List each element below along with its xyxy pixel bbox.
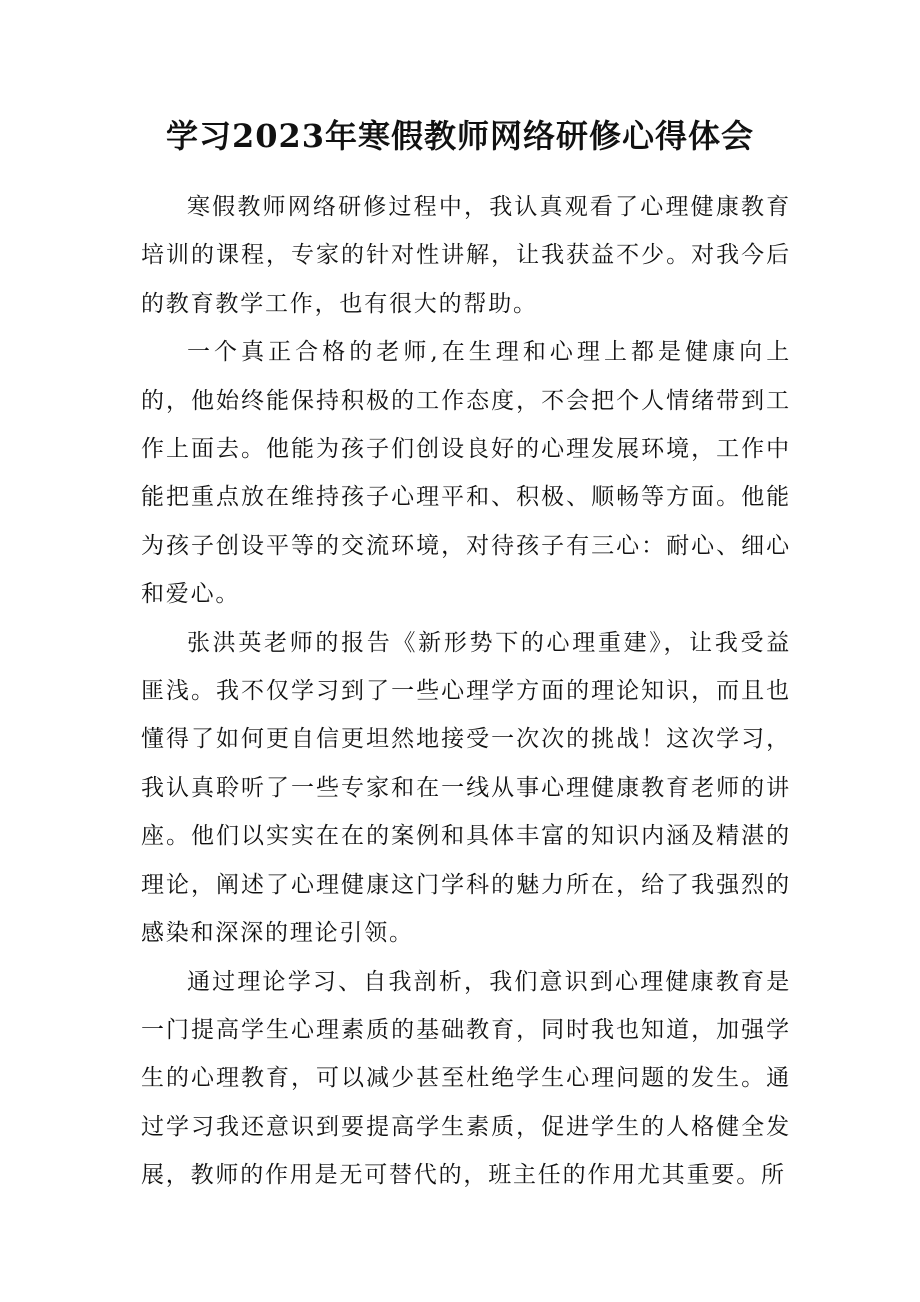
paragraph-4: 通过理论学习、自我剖析，我们意识到心理健康教育是一门提高学生心理素质的基础教育，同时我也知道，加强学生的心理教育，可以减少甚至杜绝学生心理问题的发生。通过学习我还意识到要提高学生素质，促进学生的人格健全发展，教师的作用是无可替代的，班主任的作用尤其重要。所 (141, 968, 791, 1189)
document-body (141, 183, 791, 1200)
document-title: 学习2023年寒假教师网络研修心得体会 (165, 117, 755, 155)
paragraph-2: 一个真正合格的老师,在生理和心理上都是健康向上的，他始终能保持积极的工作态度，不会把个人情绪带到工作上面去。他能为孩子们创设良好的心理发展环境，工作中能把重点放在维持孩子心理平和、积极、顺畅等方面。他能为孩子创设平等的交流环境，对待孩子有三心：耐心、细心和爱心。 (141, 339, 791, 608)
paragraph-3: 张洪英老师的报告《新形势下的心理重建》，让我受益匪浅。我不仅学习到了一些心理学方面的理论知识，而且也懂得了如何更自信更坦然地接受一次次的挑战！这次学习，我认真聆听了一些专家和在一线从事心理健康教育老师的讲座。他们以实实在在的案例和具体丰富的知识内涵及精湛的理论，阐述了心理健康这门学科的魅力所在，给了我强烈的感染和深深的理论引领。 (141, 629, 791, 947)
paragraph-1: 寒假教师网络研修过程中，我认真观看了心理健康教育培训的课程，专家的针对性讲解，让我获益不少。对我今后的教育教学工作，也有很大的帮助。 (141, 194, 791, 317)
